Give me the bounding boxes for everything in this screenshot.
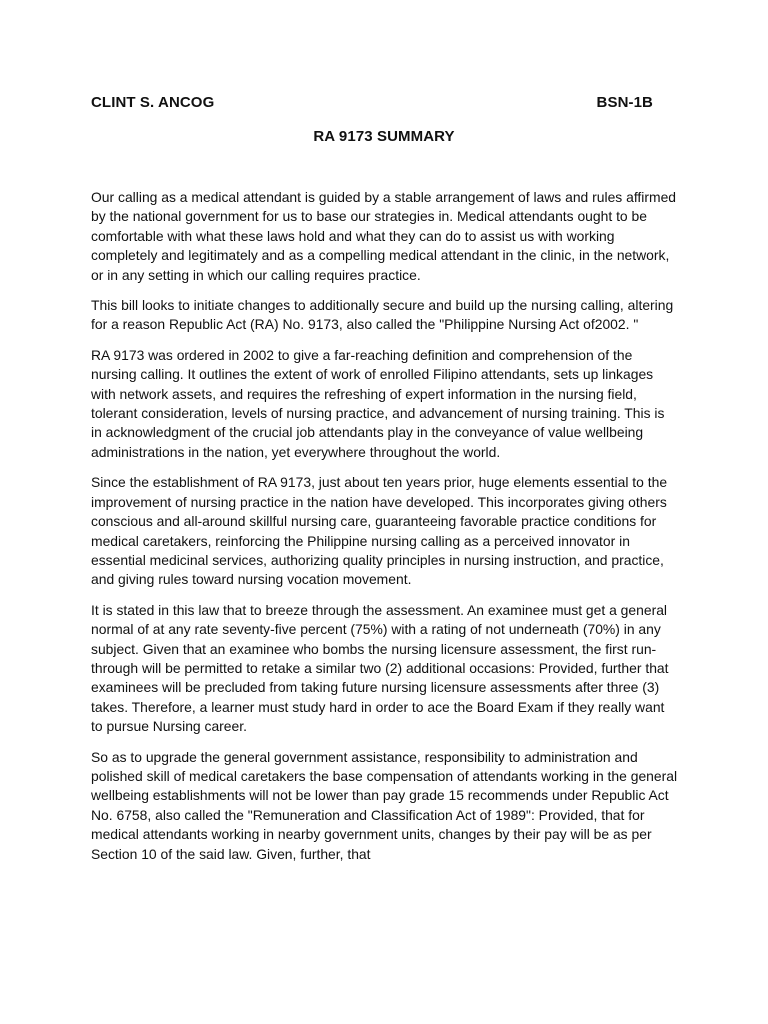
document-body (91, 188, 679, 875)
document-title: RA 9173 SUMMARY (313, 128, 455, 145)
paragraph-compensation: So as to upgrade the general government assistance, responsibility to administration and polished skill of medical caretakers the base compensation of attendants working in the general wellbeing establishments will not be lower than pay grade 15 recommends under Republic Act No. 6758, also called the "Remuneration and Classification Act of 1989": Provided, that for medical attendants working in nearby government units, changes by their pay will be as per Section 10 of the said law. Given, further, that (91, 748, 678, 862)
paragraph-bill-purpose: This bill looks to initiate changes to additionally secure and build up the nursing calling, altering for a reason Republic Act (RA) No. 9173, also called the "Philippine Nursing Act of2002. " (91, 297, 674, 333)
class-section: BSN-1B (596, 94, 653, 111)
document-header (91, 94, 653, 114)
author-name: CLINT S. ANCOG (91, 94, 215, 111)
paragraph-ra9173-definition: RA 9173 was ordered in 2002 to give a far-reaching definition and comprehension of the nursing calling. It outlines the extent of work of enrolled Filipino attendants, sets up linkages with network assets, and requires the refreshing of expert information in the nursing field, tolerant consideration, levels of nursing practice, and advancement of nursing training. This is in acknowledgment of the crucial job attendants play in the conveyance of value wellbeing administrations in the nation, yet everywhere throughout the world. (91, 346, 665, 460)
paragraph-licensure-exam: It is stated in this law that to breeze through the assessment. An examinee must get a general normal of at any rate seventy-five percent (75%) with a rating of not underneath (70%) in any subject. Given that an examinee who bombs the nursing licensure assessment, the first run-through will be permitted to retake a similar two (2) additional occasions: Provided, further that examinees will be precluded from taking future nursing licensure assessments after three (3) takes. Therefore, a learner must study hard in order to ace the Board Exam if they really want to pursue Nursing career. (91, 601, 669, 735)
paragraph-intro: Our calling as a medical attendant is guided by a stable arrangement of laws and rules affirmed by the national government for us to base our strategies in. Medical attendants ought to be comfortable with what these laws hold and what they can do to assist us with working completely and legitimately and as a compelling medical attendant in the clinic, in the network, or in any setting in which our calling requires practice. (91, 189, 677, 283)
paragraph-developments: Since the establishment of RA 9173, just about ten years prior, huge elements essential to the improvement of nursing practice in the nation have developed. This incorporates giving others conscious and all-around skillful nursing care, guaranteeing favorable practice conditions for medical caretakers, reinforcing the Philippine nursing calling as a perceived innovator in essential medicinal services, authorizing quality principles in nursing instruction, and practice, and giving rules toward nursing vocation movement. (91, 474, 668, 588)
